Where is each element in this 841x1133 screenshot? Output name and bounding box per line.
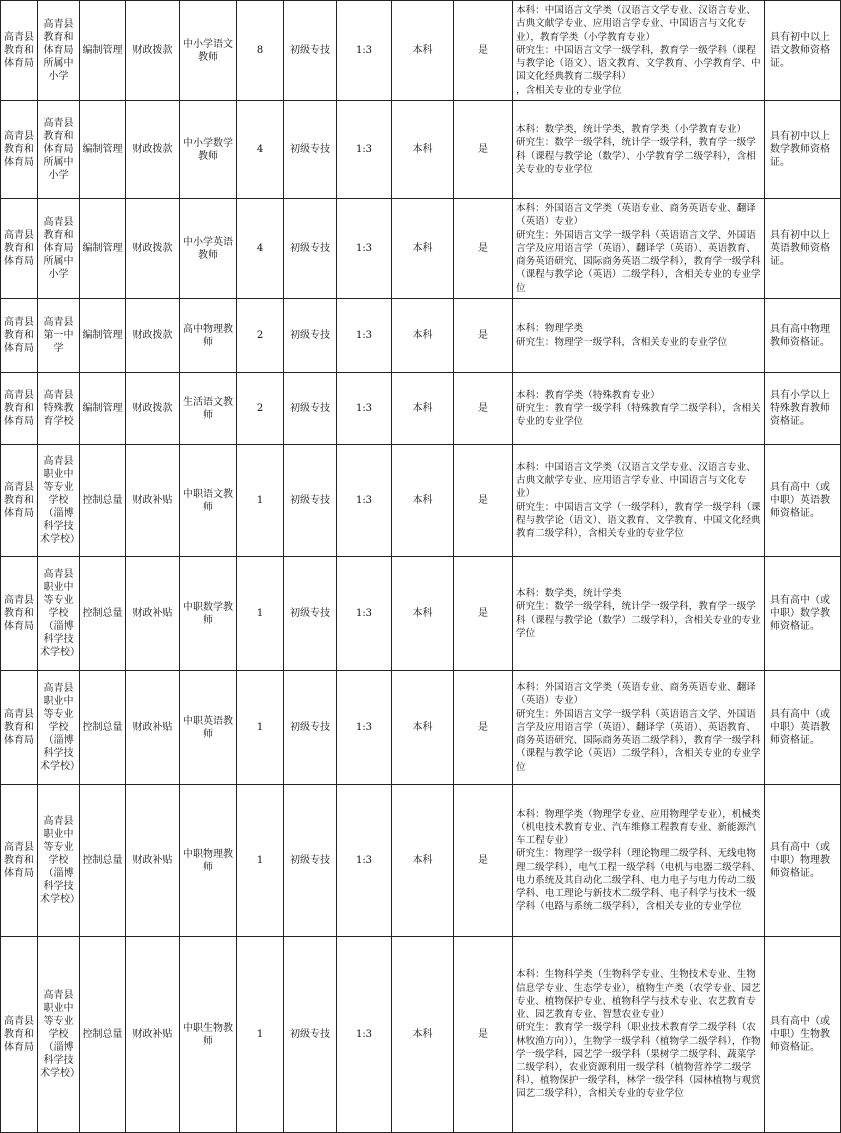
cell-position: 中职生物教师 (180, 937, 237, 1133)
cell-funding: 财政补贴 (126, 445, 180, 557)
cell-count: 1 (237, 937, 284, 1133)
cell-unit: 高青县职业中等专业学校（淄博科学技术学校） (38, 785, 80, 937)
cell-education: 本科 (392, 671, 454, 785)
cell-education: 本科 (392, 785, 454, 937)
cell-level: 初级专技 (284, 785, 337, 937)
cell-education: 本科 (392, 557, 454, 671)
cell-unit: 高青县教育和体育局所属中小学 (38, 1, 80, 101)
cell-unit: 高青县教育和体育局所属中小学 (38, 199, 80, 299)
cell-level: 初级专技 (284, 373, 337, 445)
cell-funding: 财政补贴 (126, 557, 180, 671)
table-row (1, 937, 841, 1133)
cell-other-requirements: 具有高中（或中职）生物教师资格证。 (765, 937, 841, 1133)
cell-ratio: 1:3 (337, 1, 392, 101)
cell-staffing-type: 控制总量 (80, 937, 126, 1133)
cell-department: 高青县教育和体育局 (1, 373, 38, 445)
cell-funding: 财政拨款 (126, 199, 180, 299)
cell-department: 高青县教育和体育局 (1, 785, 38, 937)
cell-other-requirements: 具有高中（或中职）英语教师资格证。 (765, 671, 841, 785)
cell-count: 2 (237, 373, 284, 445)
cell-position: 中小学语文教师 (180, 1, 237, 101)
cell-department: 高青县教育和体育局 (1, 199, 38, 299)
cell-staffing-type: 控制总量 (80, 557, 126, 671)
table-row (1, 557, 841, 671)
cell-position: 生活语文教师 (180, 373, 237, 445)
cell-education: 本科 (392, 937, 454, 1133)
cell-funding: 财政拨款 (126, 1, 180, 101)
table-row (1, 101, 841, 199)
cell-staffing-type: 编制管理 (80, 299, 126, 373)
cell-major: 本科：教育学类（特殊教育专业） 研究生：教育学一级学科（特殊教育学二级学科），含相关专业的专业学位 (513, 373, 765, 445)
cell-unit: 高青县职业中等专业学校（淄博科学技术学校） (38, 937, 80, 1133)
cell-major: 本科：中国语言文学类（汉语言文学专业、汉语言专业、古典文献学专业、应用语言学专业、中国语言与文化专业） 研究生：中国语言文学（一级学科），教育学一级学科（课程与教学论（语文）、语文教育、文学教育、中国文化经典教育二级学科），含相关专业的专业学位 (513, 445, 765, 557)
cell-unit: 高青县第一中学 (38, 299, 80, 373)
cell-major: 本科：数学类，统计学类，教育学类（小学教育专业） 研究生：数学一级学科，统计学一级学科，教育学一级学科（课程与教学论（数学）、小学教育学二级学科），含相关专业的专业学位 (513, 101, 765, 199)
cell-position: 高中物理教师 (180, 299, 237, 373)
cell-count: 1 (237, 785, 284, 937)
cell-ratio: 1:3 (337, 199, 392, 299)
cell-unit: 高青县教育和体育局所属中小学 (38, 101, 80, 199)
cell-position: 中职语文教师 (180, 445, 237, 557)
cell-education: 本科 (392, 445, 454, 557)
cell-position: 中职物理教师 (180, 785, 237, 937)
cell-degree: 是 (454, 1, 513, 101)
cell-degree: 是 (454, 671, 513, 785)
cell-ratio: 1:3 (337, 785, 392, 937)
table-row (1, 785, 841, 937)
cell-major: 本科：数学类，统计学类 研究生：数学一级学科，统计学一级学科，教育学一级学科（课程与教学论（数学）二级学科），含相关专业的专业学位 (513, 557, 765, 671)
cell-funding: 财政拨款 (126, 101, 180, 199)
cell-level: 初级专技 (284, 101, 337, 199)
table-row (1, 445, 841, 557)
cell-level: 初级专技 (284, 557, 337, 671)
table-row (1, 199, 841, 299)
cell-major: 本科：中国语言文学类（汉语言文学专业、汉语言专业、古典文献学专业、应用语言学专业、中国语言与文化专业），教育学类（小学教育专业） 研究生：中国语言文学一级学科，教育学一级学科（课程与教学论（语文）、语文教育、文学教育、小学教育学、中国文化经典教育二级学科） ，含相关专业的专业学位 (513, 1, 765, 101)
cell-count: 1 (237, 557, 284, 671)
cell-unit: 高青县职业中等专业学校（淄博科学技术学校） (38, 671, 80, 785)
table-row (1, 671, 841, 785)
cell-level: 初级专技 (284, 1, 337, 101)
cell-unit: 高青县职业中等专业学校（淄博科学技术学校） (38, 445, 80, 557)
cell-department: 高青县教育和体育局 (1, 557, 38, 671)
cell-degree: 是 (454, 299, 513, 373)
cell-other-requirements: 具有高中（或中职）英语教师资格证。 (765, 445, 841, 557)
cell-staffing-type: 控制总量 (80, 671, 126, 785)
cell-major: 本科：物理学类 研究生：物理学一级学科，含相关专业的专业学位 (513, 299, 765, 373)
cell-unit: 高青县职业中等专业学校（淄博科学技术学校） (38, 557, 80, 671)
cell-level: 初级专技 (284, 445, 337, 557)
cell-position: 中小学数学教师 (180, 101, 237, 199)
cell-staffing-type: 编制管理 (80, 1, 126, 101)
cell-major: 本科：物理学类（物理学专业、应用物理学专业），机械类（机电技术教育专业、汽车维修工程教育专业、新能源汽车工程专业） 研究生：物理学一级学科（理论物理二级学科、无线电物理二级学科），电气工程一级学科（电机与电器二级学科、电力系统及其自动化二级学科、电力电子与电力传动二级学科、电工理论与新技术二级学科、电子科学与技术一级学科（电路与系统二级学科），含相关专业的专业学位 (513, 785, 765, 937)
cell-major: 本科：外国语言文学类（英语专业、商务英语专业、翻译（英语）专业） 研究生：外国语言文学一级学科（英语语言文学、外国语言学及应用语言学（英语）、翻译学（英语）、英语教育、商务英语研究、国际商务英语二级学科），教育学一级学科（课程与教学论（英语）二级学科），含相关专业的专业学位 (513, 671, 765, 785)
cell-other-requirements: 具有小学以上特殊教育教师资格证。 (765, 373, 841, 445)
cell-ratio: 1:3 (337, 937, 392, 1133)
cell-department: 高青县教育和体育局 (1, 1, 38, 101)
cell-degree: 是 (454, 445, 513, 557)
cell-degree: 是 (454, 785, 513, 937)
cell-other-requirements: 具有初中以上英语教师资格证。 (765, 199, 841, 299)
cell-education: 本科 (392, 1, 454, 101)
cell-count: 4 (237, 199, 284, 299)
cell-major: 本科：外国语言文学类（英语专业、商务英语专业、翻译（英语）专业） 研究生：外国语言文学一级学科（英语语言文学、外国语言学及应用语言学（英语）、翻译学（英语）、英语教育、商务英语研究、国际商务英语二级学科），教育学一级学科（课程与教学论（英语）二级学科），含相关专业的专业学位 (513, 199, 765, 299)
cell-degree: 是 (454, 557, 513, 671)
cell-ratio: 1:3 (337, 373, 392, 445)
cell-other-requirements: 具有高中（或中职）物理教师资格证。 (765, 785, 841, 937)
table-row (1, 299, 841, 373)
cell-count: 1 (237, 445, 284, 557)
cell-ratio: 1:3 (337, 445, 392, 557)
cell-department: 高青县教育和体育局 (1, 937, 38, 1133)
cell-position: 中职数学教师 (180, 557, 237, 671)
cell-unit: 高青县特殊教育学校 (38, 373, 80, 445)
cell-ratio: 1:3 (337, 299, 392, 373)
cell-funding: 财政补贴 (126, 671, 180, 785)
cell-other-requirements: 具有初中以上数学教师资格证。 (765, 101, 841, 199)
cell-funding: 财政补贴 (126, 937, 180, 1133)
cell-department: 高青县教育和体育局 (1, 101, 38, 199)
cell-ratio: 1:3 (337, 671, 392, 785)
cell-education: 本科 (392, 299, 454, 373)
cell-level: 初级专技 (284, 299, 337, 373)
cell-funding: 财政拨款 (126, 373, 180, 445)
cell-education: 本科 (392, 373, 454, 445)
cell-level: 初级专技 (284, 937, 337, 1133)
cell-staffing-type: 编制管理 (80, 101, 126, 199)
cell-other-requirements: 具有高中（或中职）数学教师资格证。 (765, 557, 841, 671)
cell-staffing-type: 编制管理 (80, 373, 126, 445)
cell-ratio: 1:3 (337, 101, 392, 199)
table-row (1, 373, 841, 445)
cell-funding: 财政拨款 (126, 299, 180, 373)
cell-count: 8 (237, 1, 284, 101)
cell-degree: 是 (454, 373, 513, 445)
cell-department: 高青县教育和体育局 (1, 445, 38, 557)
cell-education: 本科 (392, 101, 454, 199)
cell-count: 2 (237, 299, 284, 373)
cell-position: 中职英语教师 (180, 671, 237, 785)
cell-position: 中小学英语教师 (180, 199, 237, 299)
cell-staffing-type: 控制总量 (80, 785, 126, 937)
cell-degree: 是 (454, 101, 513, 199)
cell-level: 初级专技 (284, 199, 337, 299)
cell-funding: 财政补贴 (126, 785, 180, 937)
cell-count: 1 (237, 671, 284, 785)
cell-count: 4 (237, 101, 284, 199)
cell-degree: 是 (454, 199, 513, 299)
cell-level: 初级专技 (284, 671, 337, 785)
cell-major: 本科：生物科学类（生物科学专业、生物技术专业、生物信息学专业、生态学专业），植物生产类（农学专业、园艺专业、植物保护专业、植物科学与技术专业、农艺教育专业、园艺教育专业、智慧农业专业） 研究生：教育学一级学科（职业技术教育学二级学科（农林牧渔方向）），生物学一级学科（植物学二级学科），作物学一级学科，园艺学一级学科（果树学二级学科、蔬菜学二级学科），农业资源利用一级学科（植物营养学二级学科），植物保护一级学科，林学一级学科（园林植物与观赏园艺二级学科），含相关专业的专业学位 (513, 937, 765, 1133)
cell-staffing-type: 编制管理 (80, 199, 126, 299)
cell-department: 高青县教育和体育局 (1, 671, 38, 785)
cell-other-requirements: 具有初中以上语文教师资格证。 (765, 1, 841, 101)
table-row (1, 1, 841, 101)
cell-other-requirements: 具有高中物理教师资格证。 (765, 299, 841, 373)
cell-education: 本科 (392, 199, 454, 299)
cell-staffing-type: 控制总量 (80, 445, 126, 557)
cell-department: 高青县教育和体育局 (1, 299, 38, 373)
cell-degree: 是 (454, 937, 513, 1133)
cell-ratio: 1:3 (337, 557, 392, 671)
